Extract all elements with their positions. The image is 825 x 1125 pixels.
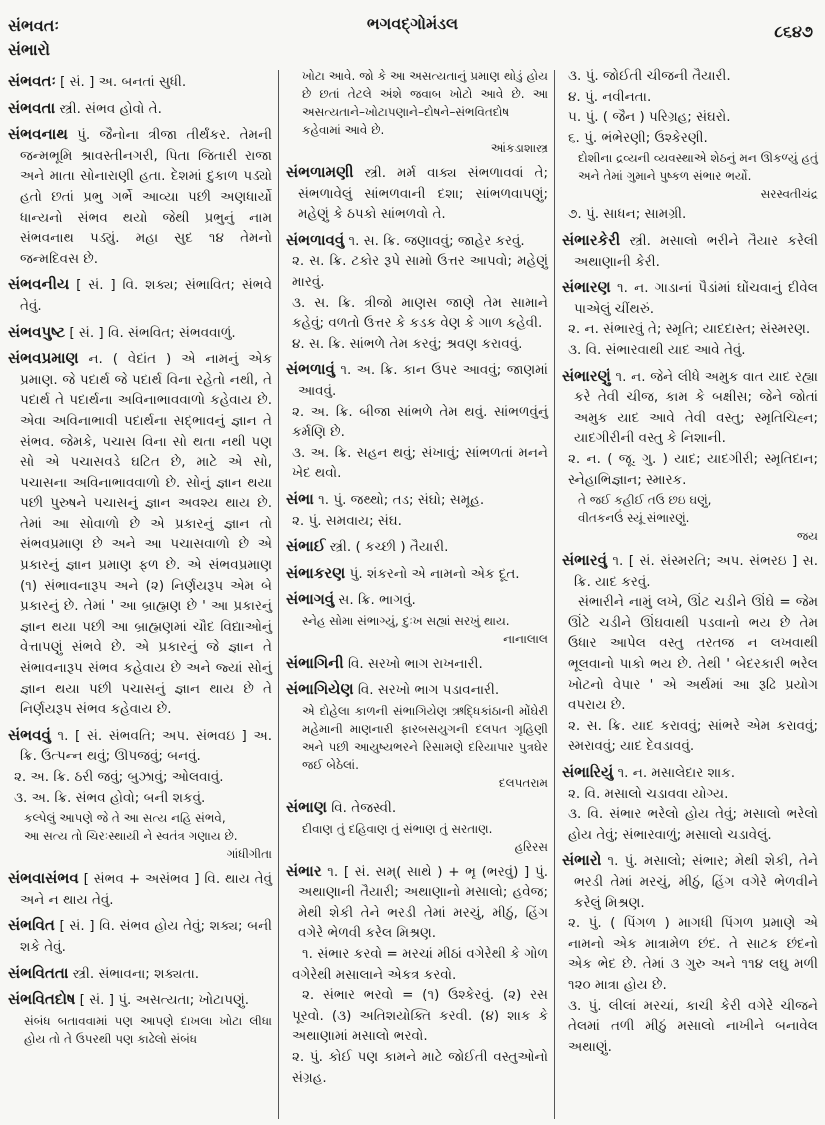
dictionary-entry bbox=[286, 861, 548, 944]
headword: સંભારણ bbox=[562, 278, 611, 297]
definition: [ સં. ] પું. અસત્યતા; ખોટાપણું. bbox=[79, 992, 250, 1009]
sense-definition: ૩. સ. ક્રિ. ત્રીજો માણસ જાણે તેમ સામાને કહેવું; વળતો ઉત્તર કે કડક વેણ કે ગાળ કહેવી. bbox=[292, 294, 548, 332]
definition: ૧. ન. મસાલેદાર શાક. bbox=[617, 765, 736, 782]
definition: સ્ત્રી. સંભાવના; શક્યતા. bbox=[72, 965, 200, 982]
citation-quote bbox=[286, 67, 548, 157]
headword: સંભારવું bbox=[562, 551, 607, 570]
sense-definition: ૨. અ. ક્રિ. ઠરી જવું; બુઝાવું; ઓલવાવું. bbox=[14, 769, 224, 785]
sense-definition: ૩. અ. ક્રિ. સંભવ હોવો; બની શકવું. bbox=[14, 789, 206, 806]
dictionary-entry bbox=[8, 725, 272, 767]
definition: ૧. સ. ક્રિ. જણાવવું; જાહેર કરવું. bbox=[348, 232, 525, 249]
sense-definition: ૨. ન. ( જૂ. ગુ. ) યાદ; યાદગીરી; સ્મૃતિદાન; સ્નેહાભિજ્ઞાન; સ્મારક. bbox=[568, 450, 818, 488]
sense-definition: ૨. ન. સંભારવું તે; સ્મૃતિ; યાદદાસ્ત; સંસ્મરણ. bbox=[568, 321, 811, 338]
dictionary-entry bbox=[8, 98, 272, 120]
dictionary-entry bbox=[562, 550, 818, 592]
sense-definition: ૪. સ. ક્રિ. સાંભળે તેમ કરવું; શ્રવણ કરાવવું. bbox=[292, 335, 523, 352]
guide-word-first: સંભવતઃ bbox=[8, 16, 59, 35]
definition: ૧. [ સં. સંભવતિ; અપ. સંભવઇ ] અ. ક્રિ. ઉત્પન્ન થવું; ઊપજવું; બનવું. bbox=[20, 727, 273, 765]
quote-line: દોશીના દ્રવ્યની વ્યવસ્થાએ શેઠનું મન ઊકળ્યું હતું અને તેમાં ગુમાને પુષ્કળ સંભાર ભર્યો. bbox=[578, 151, 818, 184]
quote-line: વીતકનઉં સ્યૂં સંભારણું. bbox=[578, 511, 690, 526]
citation-quote bbox=[562, 491, 818, 545]
citation-quote bbox=[286, 702, 548, 792]
sense-definition: ૨. અ. ક્રિ. બીજા સાંભળે તેમ થવું. સાંભળવુંનું કર્મણિ છે. bbox=[292, 403, 548, 441]
sense-definition: ૩. પું. લીલાં મરચાં, કાચી કેરી વગેરે ચીજને તેલમાં તળી મીઠું મસાલો નાખીને બનાવેલ અથાણું. bbox=[568, 997, 818, 1055]
headword: સંભવિતતા bbox=[8, 963, 69, 982]
definition: ૧. ન. ગાડાનાં પૈડાંમાં ઘોંચવાનું દીવેલ પાએલું ચીંથરું. bbox=[574, 280, 818, 317]
dictionary-entry bbox=[286, 797, 548, 819]
sense-definition: ૬. પું. ભંભેરણી; ઉશ્કેરણી. bbox=[568, 129, 708, 146]
quote-line: તે જઈ કહીઈ તઉ છઇ ઘણું, bbox=[578, 493, 712, 508]
dictionary-entry bbox=[562, 230, 818, 272]
idiom-definition: સંભારીને નામું લખે, ઊંટ ચડીને ઊંઘે = જેમ ઊંટે ચડીને ઊંઘવાથી પડવાનો ભય છે તેમ ઉધાર આપેલ વસ્તુ તરતજ ન લખવાથી ભૂલવાનો પાકો ભય છે. તેથી ' બેદરકારી ભરેલ ખોટનો વેપાર ' એ અર્થમાં આ રૂઢિ પ્રયોગ વપરાય છે. bbox=[568, 594, 818, 714]
definition: સ્ત્રી. સંભવ હોવો તે. bbox=[59, 100, 162, 117]
dictionary-entry bbox=[286, 536, 548, 558]
sense-definition: ૨. પું. સમવાય; સંઘ. bbox=[292, 512, 402, 529]
dictionary-entry bbox=[8, 274, 272, 316]
quote-source: આંકડાશાસ્ત્ર bbox=[490, 141, 548, 155]
headword: સંભાણ bbox=[286, 798, 327, 817]
page-title: ભગવદ્ગોમંડલ bbox=[366, 14, 459, 33]
dictionary-entry bbox=[8, 989, 272, 1011]
citation-quote bbox=[286, 612, 548, 648]
headword: સંભવવું bbox=[8, 725, 51, 744]
definition: [ સંભવ + અસંભવ ] વિ. થાય તેવું અને ન થાય તેવું. bbox=[20, 871, 272, 908]
citation-quote bbox=[8, 1012, 272, 1048]
definition: વિ. સરખો ભાગ રાખનારી. bbox=[347, 655, 483, 672]
definition: ૧. [ સં. સમ્( સાથે ) + ભૃ (ભરવું) ] પું. અથાણાની તૈયારી; અથાણાનો મસાલો; હવેજ; મેથી શેકી તેને ભરડી તેમાં મરચું, મીઠું, હિંગ વગેરે ભેળવી કરેલ મિશ્રણ. bbox=[298, 863, 548, 942]
headword: સંભા bbox=[286, 489, 314, 508]
headword: સંભવપ્રમાણ bbox=[8, 349, 79, 368]
definition: પું. જૈનોના ત્રીજા તીર્થંકર. તેમની જન્મભૂમિ શ્રાવસ્તીનગરી, પિતા જિતારી રાજા અને માતા સોનારાણી હતા. દેશમાં દુકાળ પડ્યો હતો છતાં પ્રભુ ગર્ભે આવ્યા પછી અણધાર્યો ધાન્યનો સંભવ થયો જેથી પ્રભુનું નામ સંભવનાથ પડ્યું. મહા સુદ ૧૪ તેમનો જન્મદિવસ છે. bbox=[20, 127, 272, 267]
dictionary-entry bbox=[562, 366, 818, 449]
definition: પું. શંકરનો એ નામનો એક દૂત. bbox=[349, 565, 520, 582]
citation-quote bbox=[286, 820, 548, 856]
headword: સંભળાવવું bbox=[286, 230, 345, 249]
definition: [ સં. ] અ. બનતાં સુધી. bbox=[60, 74, 187, 90]
sense-definition: ૨. સ. ક્રિ. યાદ કરાવવું; સાંભરે એમ કરાવવું; સ્મરાવવું; યાદ દેવડાવવું. bbox=[568, 717, 818, 755]
headword: સંભવનાથ bbox=[8, 125, 68, 144]
dictionary-entry bbox=[286, 230, 548, 252]
definition: ન. ( વેદાંત ) એ નામનું એક પ્રમાણ. જે પદાર્થ જે પદાર્થ વિના રહેતો નથી, તે પદાર્થ તે પદાર્થના અવિનાભાવવાળો કહેવાય છે. એવા અવિનાભાવી પદાર્થના સદ્‌ભાવનું જ્ઞાન તે સંભવ. જેમકે, પચાસ વિના સો થતા નથી પણ સો એ પચાસવડે ઘટિત છે, માટે એ સો, પચાસના અવિનાભાવવાળો છે. સોનું જ્ઞાન થયા પછી પુરુષને પચાસનું જ્ઞાન અવશ્ય થાય છે. તેમાં આ સોવાળો છે એ પ્રકારનું જ્ઞાન તો સંભવપ્રમાણ છે અને આ પચાસવાળો છે એ પ્રકારનું જ્ઞાન પ્રમાણ ફળ છે. એ સંભવપ્રમાણ (૧) સંભાવનારૂપ અને (૨) નિર્ણયરૂપ એમ બે પ્રકારનું છે. તેમાં ' આ બ્રાહ્મણ છે ' આ પ્રકારનું જ્ઞાન થયા પછી આ બ્રાહ્મણમાં ચૌદ વિદ્યાઓનું વેત્તાપણું સંભવે છે. એ પ્રકારનું જે જ્ઞાન તે સંભાવનારૂપ સંભવ કહેવાય છે અને જ્યાં સોનું જ્ઞાન થયા પછી પચાસનું જ્ઞાન થાય છે તે નિર્ણયરૂપ સંભવ કહેવાય છે. bbox=[20, 351, 272, 718]
column-3 bbox=[562, 66, 818, 1057]
headword: સંભળામણી bbox=[286, 163, 354, 181]
dictionary-entry bbox=[286, 563, 548, 585]
definition: સ. ક્રિ. ભાગવું. bbox=[338, 592, 416, 609]
quote-line: કલ્પેલું આપણે જે તે આ સત્ય નહિ સંભવે, bbox=[24, 811, 226, 826]
citation-quote bbox=[562, 149, 818, 203]
headword: સંભવિત bbox=[8, 916, 55, 935]
headword: સંભાગિયેણ bbox=[286, 680, 354, 699]
dictionary-entry bbox=[8, 322, 272, 344]
sense-definition: ૨. પું. કોઈ પણ કામને માટે જોઈતી વસ્તુઓનો સંગ્રહ. bbox=[292, 1049, 548, 1086]
headword: સંભળાવું bbox=[286, 360, 335, 379]
quote-source: સરસ્વતીચંદ્ર bbox=[760, 187, 818, 202]
sense-definition: ૪. પું. નવીનતા. bbox=[568, 88, 652, 105]
dictionary-entry bbox=[562, 762, 818, 784]
headword: સંભાગવું bbox=[286, 590, 335, 609]
headword: સંભવતઃ bbox=[8, 72, 56, 90]
column-divider bbox=[554, 70, 555, 1119]
definition: [ સં. ] વિ. સંભવિત; સંભવવાળું. bbox=[69, 324, 236, 341]
sense-definition: ૨. પું. ( પિંગળ ) માગધી પિંગળ પ્રમાણે એ નામનો એક માત્રામેળ છંદ. તે સાટક છંદનો એક ભેદ છે. તેમાં ૩ ગુરુ અને ૧૧૪ લઘુ મળી ૧૨૦ માત્રા હોય છે. bbox=[568, 915, 818, 993]
dictionary-entry bbox=[8, 348, 272, 720]
sense-definition: ૩. અ. ક્રિ. સહન થવું; સંખાવું; સાંભળતાં મનને ખેદ થવો. bbox=[292, 444, 548, 482]
dictionary-entry bbox=[562, 850, 818, 913]
headword: સંભવાસંભવ bbox=[8, 869, 79, 888]
headword: સંભારો bbox=[562, 851, 602, 870]
definition: સ્ત્રી. મસાલો ભરીને તૈયાર કરેલી અથાણાની કેરી. bbox=[574, 232, 818, 270]
column-2 bbox=[286, 66, 548, 1088]
headword: સંભારણું bbox=[562, 366, 611, 385]
quote-line: સંબંધ બતાવવામાં પણ આપણે દાખલા ખોટા લીધા હોય તો તે ઉપરથી પણ કાઢેલો સંબંધ bbox=[24, 1013, 272, 1046]
sense-definition: ૩. વિ. સંભારવાથી યાદ આવે તેવું. bbox=[568, 341, 746, 358]
guide-word-last: સંભારો bbox=[8, 40, 50, 59]
quote-line: ખોટા આવે. જો કે આ અસત્યતાનું પ્રમાણ થોડું હોય છે છતાં તેટલે અંશે જવાબ ખોટો આવે છે. આ અસત્યતાને–ખોટાપણાને–દોષને–સંભવિતદોષ કહેવામાં આવે છે. bbox=[302, 69, 548, 137]
definition: વિ. સરખો ભાગ પડાવનારી. bbox=[357, 682, 500, 699]
column-1 bbox=[8, 66, 272, 1049]
definition: ૧. અ. ક્રિ. કાન ઉપર આવવું; જાણમાં આવવું. bbox=[298, 362, 548, 399]
column-divider bbox=[278, 70, 279, 1119]
page-number: ૮૬૪૭ bbox=[774, 22, 813, 41]
definition: ૧. પું. મસાલો; સંભાર; મેથી શેકી, તેને ભરડી તેમાં મરચું, મીઠું, હિંગ વગેરે ભેળવીને કરેલું મિશ્રણ. bbox=[574, 853, 818, 911]
quote-source: દલપતરામ bbox=[498, 776, 548, 791]
citation-quote bbox=[8, 809, 272, 863]
headword: સંભવતા bbox=[8, 98, 56, 117]
dictionary-entry bbox=[286, 679, 548, 701]
dictionary-entry bbox=[8, 868, 272, 910]
sense-definition: ૩. પું. જોઈતી ચીજની તૈયારી. bbox=[568, 68, 731, 84]
headword: સંભારિયું bbox=[562, 763, 614, 782]
sense-definition: ૨. વિ. મસાલો ચડાવવા યોગ્ય. bbox=[568, 785, 729, 802]
headword: સંભાકરણ bbox=[286, 563, 346, 582]
idiom-definition: ૧. સંભાર કરવો = મરચાં મીઠાં વગેરેથી કે ગોળ વગેરેથી મસાલાને એકત્ર કરવો. bbox=[292, 946, 548, 983]
definition: [ સં. ] વિ. સંભવ હોય તેવું; શક્ય; બની શકે તેવું. bbox=[20, 918, 272, 955]
dictionary-entry bbox=[286, 653, 548, 675]
dictionary-entry bbox=[8, 915, 272, 957]
definition: વિ. તેજસ્વી. bbox=[331, 800, 397, 817]
headword: સંભવપુષ્ટ bbox=[8, 322, 66, 341]
sense-definition: ૫. પું. ( જૈન ) પરિગ્રહ; સંઘરો. bbox=[568, 109, 731, 126]
headword: સંભારકેરી bbox=[562, 230, 621, 249]
dictionary-entry bbox=[286, 359, 548, 401]
sense-definition: ૭. પું. સાધન; સામગ્રી. bbox=[568, 206, 687, 223]
dictionary-entry bbox=[8, 963, 272, 985]
dictionary-entry bbox=[286, 489, 548, 511]
definition: સ્ત્રી. ( કચ્છી ) તૈયારી. bbox=[329, 539, 449, 556]
definition: ૧. ન. જેને લીધે અમુક વાત યાદ રહ્યા કરે તેવી ચીજ, કામ કે બક્ષીસ; જેને જોતાં અમુક યાદ આવે તેવી વસ્તુ; સ્મૃતિચિહ્ન; યાદગીરીની વસ્તુ કે નિશાની. bbox=[574, 368, 818, 447]
quote-line: દીવાણ તું દહિવાણ તું સંભાણ તું સરતાણ. bbox=[302, 821, 493, 836]
headword: સંભાગિની bbox=[286, 653, 344, 672]
dictionary-entry bbox=[8, 71, 272, 93]
quote-line: એ દોહેલા કાળની સંભાગિયેણ ઋદ્ધિકાંઠાની મોંઘેરી મહેમાની માણનારી ફારબસયુગની દલપત ગૃહિણી અને પછી આયુષ્યભરને રિસામણે દરિયાપાર પુત્રઘેર જઈ બેઠેલાં. bbox=[302, 704, 548, 773]
definition: ૧. પું. જથ્થો; તડ; સંઘો; સમૂહ. bbox=[318, 491, 485, 508]
quote-line: આ સત્ય તો ચિરઃસ્થાયી ને સ્વતંત્ર ગણાય છે. bbox=[24, 829, 238, 844]
headword: સંભવનીય bbox=[8, 275, 70, 294]
idiom-definition: ૨. સંભાર ભરવો = (૧) ઉશ્કેરવું. (૨) રસ પૂરવો. (૩) અતિશયોક્તિ કરવી. (૪) શાક કે અથાણામાં મસાલો ભરવો. bbox=[292, 987, 548, 1045]
quote-source: હરિરસ bbox=[514, 839, 548, 854]
definition: ૧. [ સં. સંસ્મરતિ; અપ. સંભરઇ ] સ. ક્રિ. યાદ કરવું. bbox=[574, 553, 818, 590]
headword: સંભવિતદોષ bbox=[8, 990, 76, 1009]
headword: સંભાઈ bbox=[286, 537, 326, 556]
definition: [ સં. ] વિ. શક્ય; સંભાવિત; સંભવે તેવું. bbox=[20, 277, 272, 314]
dictionary-entry bbox=[562, 277, 818, 319]
quote-source: ગાંધીગીતા bbox=[226, 847, 272, 862]
dictionary-entry bbox=[286, 162, 548, 225]
quote-source: જય bbox=[796, 529, 818, 544]
headword: સંભાર bbox=[286, 861, 322, 880]
sense-definition: ૨. સ. ક્રિ. ટકોર રૂપે સામો ઉત્તર આપવો; મહેણું મારવું. bbox=[292, 253, 548, 290]
dictionary-entry bbox=[286, 589, 548, 611]
dictionary-entry bbox=[8, 124, 272, 269]
definition: સ્ત્રી. મર્મ વાક્ય સંભળાવવાં તે; સંભળાવેલું સાંભળવાની દશા; સાંભળવાપણું; મહેણું કે ઠપકો સાંભળવો તે. bbox=[298, 165, 548, 223]
quote-source: નાનાલાલ bbox=[503, 631, 548, 646]
quote-line: સ્નેહ સોમા સંભાગ્યું, દુઃખ સહ્યાં સરખું થાય. bbox=[302, 613, 510, 628]
sense-definition: ૩. વિ. સંભાર ભરેલો હોય તેવું; મસાલો ભરેલો હોય તેવું; સંભારવાળું; મસાલો ચડાવેલું. bbox=[568, 806, 818, 843]
